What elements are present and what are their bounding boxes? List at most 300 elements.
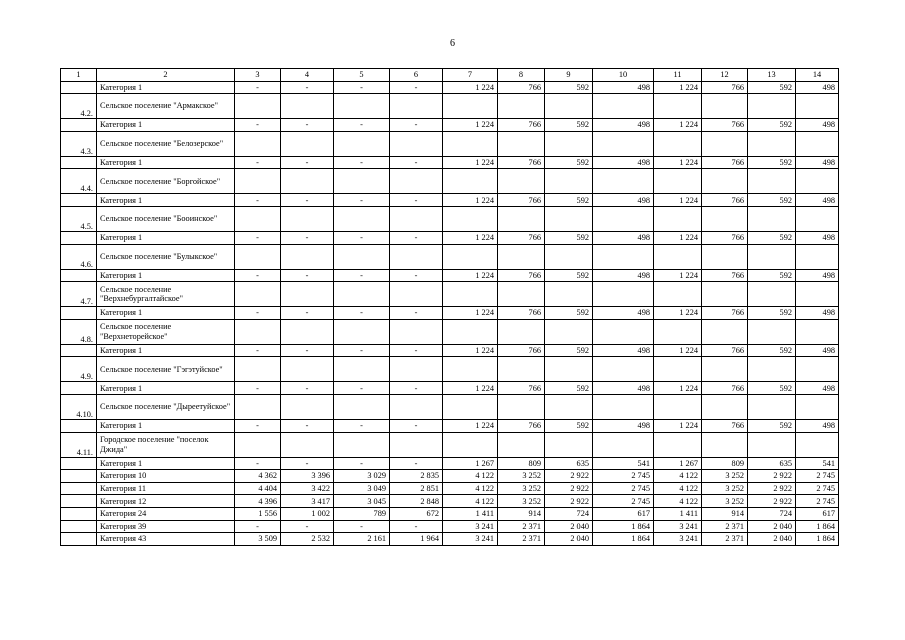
- empty-cell: [390, 169, 443, 194]
- category-name: Категория 1: [97, 119, 235, 132]
- category-name: Категория 11: [97, 482, 235, 495]
- value-cell: 1 224: [654, 119, 702, 132]
- value-cell: -: [334, 520, 390, 533]
- column-header: 10: [593, 69, 654, 82]
- value-cell: 914: [702, 507, 748, 520]
- table-row: [61, 507, 839, 520]
- value-cell: -: [334, 156, 390, 169]
- empty-cell: [235, 394, 281, 419]
- value-cell: 1 224: [443, 119, 498, 132]
- row-number: 4.10.: [61, 394, 97, 419]
- empty-cell: [545, 169, 593, 194]
- value-cell: 2 161: [334, 533, 390, 546]
- table-row: [61, 194, 839, 207]
- column-header: 1: [61, 69, 97, 82]
- value-cell: 2 922: [748, 470, 796, 483]
- empty-cell: [702, 169, 748, 194]
- value-cell: 592: [748, 231, 796, 244]
- empty-cell: [593, 357, 654, 382]
- value-cell: 1 224: [654, 156, 702, 169]
- empty-cell: [443, 394, 498, 419]
- empty-cell: [498, 244, 545, 269]
- column-header: 4: [281, 69, 334, 82]
- value-cell: 498: [593, 231, 654, 244]
- value-cell: 766: [702, 419, 748, 432]
- row-number: [61, 520, 97, 533]
- category-name: Категория 1: [97, 194, 235, 207]
- empty-cell: [654, 357, 702, 382]
- value-cell: -: [281, 457, 334, 470]
- column-header: 11: [654, 69, 702, 82]
- row-number: 4.5.: [61, 206, 97, 231]
- row-number: [61, 382, 97, 395]
- value-cell: 1 224: [654, 419, 702, 432]
- value-cell: 498: [593, 156, 654, 169]
- column-header: 6: [390, 69, 443, 82]
- value-cell: 3 029: [334, 470, 390, 483]
- value-cell: 2 922: [545, 470, 593, 483]
- empty-cell: [390, 394, 443, 419]
- empty-cell: [748, 394, 796, 419]
- value-cell: 3 241: [654, 533, 702, 546]
- value-cell: -: [390, 457, 443, 470]
- value-cell: 766: [702, 156, 748, 169]
- table-row: [61, 419, 839, 432]
- value-cell: 2 040: [545, 533, 593, 546]
- empty-cell: [443, 94, 498, 119]
- value-cell: 4 404: [235, 482, 281, 495]
- empty-cell: [443, 319, 498, 344]
- category-name: Категория 12: [97, 495, 235, 508]
- value-cell: 3 422: [281, 482, 334, 495]
- category-name: Категория 1: [97, 81, 235, 94]
- empty-cell: [796, 94, 839, 119]
- value-cell: 498: [593, 81, 654, 94]
- empty-cell: [654, 244, 702, 269]
- value-cell: 766: [498, 419, 545, 432]
- settlement-name: Сельское поселение "Боргойское": [97, 169, 235, 194]
- value-cell: 2 371: [702, 520, 748, 533]
- table-row: [61, 269, 839, 282]
- value-cell: -: [334, 344, 390, 357]
- value-cell: 592: [748, 382, 796, 395]
- value-cell: 2 745: [593, 482, 654, 495]
- value-cell: 2 371: [498, 533, 545, 546]
- value-cell: -: [334, 307, 390, 320]
- value-cell: 1 224: [654, 307, 702, 320]
- value-cell: -: [390, 194, 443, 207]
- table-row: [61, 495, 839, 508]
- empty-cell: [796, 169, 839, 194]
- value-cell: 1 224: [654, 382, 702, 395]
- empty-cell: [748, 282, 796, 307]
- category-name: Категория 1: [97, 382, 235, 395]
- value-cell: -: [334, 119, 390, 132]
- empty-cell: [281, 282, 334, 307]
- value-cell: 498: [593, 194, 654, 207]
- row-number: [61, 269, 97, 282]
- category-name: Категория 10: [97, 470, 235, 483]
- value-cell: 592: [545, 344, 593, 357]
- value-cell: 4 122: [443, 482, 498, 495]
- row-number: 4.2.: [61, 94, 97, 119]
- column-header: 9: [545, 69, 593, 82]
- category-name: Категория 1: [97, 419, 235, 432]
- empty-cell: [334, 394, 390, 419]
- value-cell: -: [235, 520, 281, 533]
- empty-cell: [654, 432, 702, 457]
- empty-cell: [443, 169, 498, 194]
- empty-cell: [443, 432, 498, 457]
- value-cell: 3 241: [443, 520, 498, 533]
- value-cell: 592: [748, 307, 796, 320]
- value-cell: 3 045: [334, 495, 390, 508]
- value-cell: 914: [498, 507, 545, 520]
- value-cell: 1 964: [390, 533, 443, 546]
- header-row: [61, 69, 839, 82]
- empty-cell: [443, 244, 498, 269]
- empty-cell: [796, 244, 839, 269]
- value-cell: 498: [796, 419, 839, 432]
- empty-cell: [281, 244, 334, 269]
- value-cell: 766: [498, 307, 545, 320]
- value-cell: 2 745: [593, 495, 654, 508]
- value-cell: 766: [702, 344, 748, 357]
- table-row: [61, 344, 839, 357]
- value-cell: 2 851: [390, 482, 443, 495]
- value-cell: 592: [545, 119, 593, 132]
- empty-cell: [796, 319, 839, 344]
- value-cell: 592: [545, 307, 593, 320]
- category-name: Категория 43: [97, 533, 235, 546]
- empty-cell: [702, 206, 748, 231]
- value-cell: 2 745: [796, 470, 839, 483]
- empty-cell: [593, 282, 654, 307]
- value-cell: 1 224: [654, 194, 702, 207]
- value-cell: -: [334, 419, 390, 432]
- value-cell: 592: [748, 419, 796, 432]
- value-cell: 1 224: [443, 81, 498, 94]
- section-row: [61, 394, 839, 419]
- empty-cell: [702, 244, 748, 269]
- value-cell: 2 040: [748, 533, 796, 546]
- empty-cell: [281, 319, 334, 344]
- settlement-name: Сельское поселение "Верхнебургалтайское": [97, 282, 235, 307]
- empty-cell: [593, 432, 654, 457]
- value-cell: 2 835: [390, 470, 443, 483]
- empty-cell: [796, 357, 839, 382]
- row-number: 4.7.: [61, 282, 97, 307]
- value-cell: -: [281, 419, 334, 432]
- value-cell: 592: [748, 344, 796, 357]
- empty-cell: [748, 131, 796, 156]
- value-cell: 1 224: [443, 194, 498, 207]
- empty-cell: [390, 206, 443, 231]
- value-cell: 2 922: [748, 482, 796, 495]
- empty-cell: [545, 432, 593, 457]
- row-number: 4.8.: [61, 319, 97, 344]
- empty-cell: [796, 206, 839, 231]
- empty-cell: [281, 131, 334, 156]
- value-cell: 724: [748, 507, 796, 520]
- value-cell: -: [334, 231, 390, 244]
- value-cell: 4 122: [443, 470, 498, 483]
- value-cell: 3 241: [654, 520, 702, 533]
- value-cell: 498: [593, 119, 654, 132]
- section-row: [61, 206, 839, 231]
- empty-cell: [281, 357, 334, 382]
- value-cell: 1 002: [281, 507, 334, 520]
- category-name: Категория 1: [97, 156, 235, 169]
- empty-cell: [796, 282, 839, 307]
- empty-cell: [702, 94, 748, 119]
- empty-cell: [498, 131, 545, 156]
- value-cell: 498: [593, 269, 654, 282]
- column-header: 2: [97, 69, 235, 82]
- empty-cell: [281, 394, 334, 419]
- value-cell: 498: [796, 269, 839, 282]
- empty-cell: [498, 169, 545, 194]
- value-cell: 766: [702, 119, 748, 132]
- empty-cell: [654, 206, 702, 231]
- value-cell: 498: [593, 419, 654, 432]
- value-cell: -: [235, 156, 281, 169]
- settlement-name: Сельское поселение "Булыкское": [97, 244, 235, 269]
- settlement-name: Сельское поселение "Армакское": [97, 94, 235, 119]
- value-cell: -: [390, 231, 443, 244]
- settlement-name: Сельское поселение "Белозерское": [97, 131, 235, 156]
- empty-cell: [654, 394, 702, 419]
- table-row: [61, 81, 839, 94]
- section-row: [61, 282, 839, 307]
- empty-cell: [498, 206, 545, 231]
- value-cell: -: [235, 269, 281, 282]
- empty-cell: [334, 244, 390, 269]
- column-header: 5: [334, 69, 390, 82]
- value-cell: -: [281, 231, 334, 244]
- empty-cell: [443, 357, 498, 382]
- value-cell: 2 371: [702, 533, 748, 546]
- category-name: Категория 24: [97, 507, 235, 520]
- row-number: 4.11.: [61, 432, 97, 457]
- value-cell: 724: [545, 507, 593, 520]
- empty-cell: [654, 319, 702, 344]
- section-row: [61, 94, 839, 119]
- value-cell: 498: [796, 156, 839, 169]
- value-cell: 2 922: [748, 495, 796, 508]
- value-cell: -: [390, 156, 443, 169]
- table-row: [61, 156, 839, 169]
- empty-cell: [235, 319, 281, 344]
- empty-cell: [545, 206, 593, 231]
- value-cell: 2 745: [593, 470, 654, 483]
- empty-cell: [702, 131, 748, 156]
- section-row: [61, 131, 839, 156]
- empty-cell: [702, 282, 748, 307]
- empty-cell: [498, 357, 545, 382]
- settlement-name: Сельское поселение "Дыреетуйское": [97, 394, 235, 419]
- column-header: 3: [235, 69, 281, 82]
- value-cell: -: [334, 269, 390, 282]
- value-cell: 766: [498, 119, 545, 132]
- row-number: [61, 507, 97, 520]
- table-row: [61, 520, 839, 533]
- table-row: [61, 533, 839, 546]
- value-cell: 2 040: [545, 520, 593, 533]
- value-cell: 592: [748, 81, 796, 94]
- value-cell: 766: [498, 231, 545, 244]
- value-cell: 3 417: [281, 495, 334, 508]
- value-cell: 766: [498, 269, 545, 282]
- value-cell: -: [390, 307, 443, 320]
- empty-cell: [593, 244, 654, 269]
- empty-cell: [390, 319, 443, 344]
- row-number: [61, 344, 97, 357]
- value-cell: 1 224: [443, 269, 498, 282]
- column-header: 12: [702, 69, 748, 82]
- value-cell: -: [281, 344, 334, 357]
- value-cell: -: [281, 194, 334, 207]
- value-cell: 3 241: [443, 533, 498, 546]
- value-cell: 4 122: [654, 470, 702, 483]
- value-cell: 766: [498, 156, 545, 169]
- value-cell: 3 049: [334, 482, 390, 495]
- value-cell: 1 224: [443, 156, 498, 169]
- empty-cell: [702, 394, 748, 419]
- value-cell: 541: [593, 457, 654, 470]
- empty-cell: [702, 319, 748, 344]
- value-cell: -: [281, 269, 334, 282]
- row-number: [61, 533, 97, 546]
- value-cell: -: [390, 269, 443, 282]
- value-cell: -: [281, 520, 334, 533]
- empty-cell: [281, 206, 334, 231]
- value-cell: 498: [796, 382, 839, 395]
- empty-cell: [545, 94, 593, 119]
- settlement-name: Городское поселение "поселок Джида": [97, 432, 235, 457]
- category-name: Категория 1: [97, 307, 235, 320]
- row-number: [61, 194, 97, 207]
- tariff-table: [60, 68, 839, 546]
- empty-cell: [390, 94, 443, 119]
- value-cell: -: [235, 457, 281, 470]
- empty-cell: [498, 282, 545, 307]
- value-cell: 766: [702, 269, 748, 282]
- value-cell: 1 864: [593, 533, 654, 546]
- empty-cell: [281, 94, 334, 119]
- table-row: [61, 119, 839, 132]
- value-cell: -: [235, 81, 281, 94]
- value-cell: 3 396: [281, 470, 334, 483]
- value-cell: 809: [498, 457, 545, 470]
- row-number: [61, 495, 97, 508]
- value-cell: 541: [796, 457, 839, 470]
- category-name: Категория 1: [97, 457, 235, 470]
- empty-cell: [235, 169, 281, 194]
- value-cell: 3 252: [702, 495, 748, 508]
- value-cell: -: [390, 419, 443, 432]
- value-cell: 766: [702, 231, 748, 244]
- settlement-name: Сельское поселение "Бооинское": [97, 206, 235, 231]
- empty-cell: [593, 319, 654, 344]
- value-cell: -: [281, 81, 334, 94]
- category-name: Категория 1: [97, 269, 235, 282]
- value-cell: 3 252: [702, 482, 748, 495]
- value-cell: -: [390, 119, 443, 132]
- row-number: 4.4.: [61, 169, 97, 194]
- value-cell: -: [235, 194, 281, 207]
- empty-cell: [390, 357, 443, 382]
- value-cell: 3 509: [235, 533, 281, 546]
- value-cell: 592: [748, 269, 796, 282]
- empty-cell: [498, 394, 545, 419]
- value-cell: 2 922: [545, 495, 593, 508]
- category-name: Категория 39: [97, 520, 235, 533]
- value-cell: 592: [545, 419, 593, 432]
- value-cell: 4 362: [235, 470, 281, 483]
- table-row: [61, 382, 839, 395]
- column-header: 7: [443, 69, 498, 82]
- value-cell: 498: [796, 81, 839, 94]
- section-row: [61, 244, 839, 269]
- value-cell: -: [281, 382, 334, 395]
- row-number: [61, 231, 97, 244]
- empty-cell: [748, 94, 796, 119]
- section-row: [61, 432, 839, 457]
- empty-cell: [748, 206, 796, 231]
- value-cell: 498: [796, 307, 839, 320]
- empty-cell: [235, 244, 281, 269]
- value-cell: 1 224: [654, 81, 702, 94]
- empty-cell: [593, 394, 654, 419]
- empty-cell: [235, 94, 281, 119]
- value-cell: -: [390, 81, 443, 94]
- empty-cell: [235, 432, 281, 457]
- value-cell: 4 396: [235, 495, 281, 508]
- empty-cell: [498, 319, 545, 344]
- value-cell: 592: [545, 269, 593, 282]
- empty-cell: [593, 206, 654, 231]
- value-cell: 617: [796, 507, 839, 520]
- value-cell: 809: [702, 457, 748, 470]
- row-number: [61, 307, 97, 320]
- empty-cell: [796, 432, 839, 457]
- value-cell: 1 864: [796, 533, 839, 546]
- value-cell: 789: [334, 507, 390, 520]
- value-cell: 1 224: [443, 419, 498, 432]
- value-cell: 1 864: [796, 520, 839, 533]
- section-row: [61, 169, 839, 194]
- empty-cell: [748, 244, 796, 269]
- value-cell: 498: [796, 194, 839, 207]
- value-cell: -: [281, 307, 334, 320]
- empty-cell: [593, 94, 654, 119]
- empty-cell: [748, 357, 796, 382]
- value-cell: -: [334, 194, 390, 207]
- value-cell: 766: [702, 382, 748, 395]
- value-cell: 766: [498, 344, 545, 357]
- row-number: [61, 81, 97, 94]
- value-cell: 2 040: [748, 520, 796, 533]
- empty-cell: [593, 131, 654, 156]
- value-cell: 1 267: [654, 457, 702, 470]
- value-cell: 498: [593, 382, 654, 395]
- value-cell: 2 922: [545, 482, 593, 495]
- column-header: 13: [748, 69, 796, 82]
- table-row: [61, 470, 839, 483]
- value-cell: 592: [545, 382, 593, 395]
- value-cell: 498: [796, 119, 839, 132]
